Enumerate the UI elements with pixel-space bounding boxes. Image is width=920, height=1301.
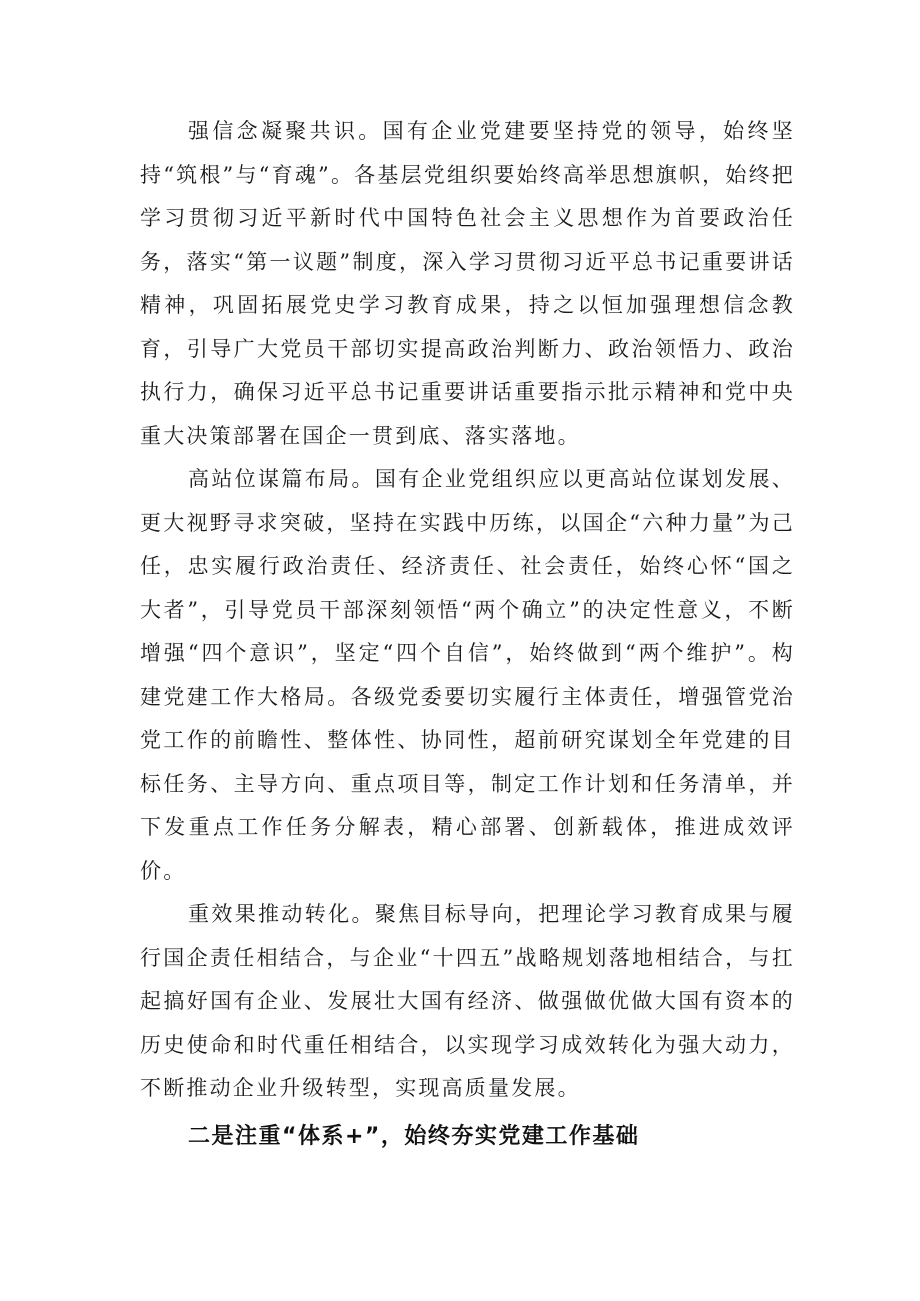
paragraph-effect-transformation: 重效果推动转化。聚焦目标导向，把理论学习教育成果与履行国企责任相结合，与企业“十四五”战略规划落地相结合，与扛起搞好国有企业、发展壮大国有经济、做强做优做大国有资本的历史使命和时代重任相结合，以实现学习成效转化为强大动力，不断推动企业升级转型，实现高质量发展。 — [140, 902, 795, 1100]
paragraph-strengthen-belief: 强信念凝聚共识。国有企业党建要坚持党的领导，始终坚持“筑根”与“育魂”。各基层党组织要始终高举思想旗帜，始终把学习贯彻习近平新时代中国特色社会主义思想作为首要政治任务，落实“第一议题”制度，深入学习贯彻习近平总书记重要讲话精神，巩固拓展党史学习教育成果，持之以恒加强理想信念教育，引导广大党员干部切实提高政治判断力、政治领悟力、政治执行力，确保习近平总书记重要讲话重要指示批示精神和党中央重大决策部署在国企一贯到底、落实落地。 — [140, 119, 795, 448]
paragraph-high-position-planning: 高站位谋篇布局。国有企业党组织应以更高站位谋划发展、更大视野寻求突破，坚持在实践中历练，以国企“六种力量”为己任，忠实履行政治责任、经济责任、社会责任，始终心怀“国之大者”，引导党员干部深刻领悟“两个确立”的决定性意义，不断增强“四个意识”，坚定“四个自信”，始终做到“两个维护”。构建党建工作大格局。各级党委要切实履行主体责任，增强管党治党工作的前瞻性、整体性、协同性，超前研究谋划全年党建的目标任务、主导方向、重点项目等，制定工作计划和任务清单，并下发重点工作任务分解表，精心部署、创新载体，推进成效评价。 — [140, 467, 795, 883]
section-heading: 二是注重“体系+”，始终夯实党建工作基础 — [188, 1123, 640, 1149]
document-body — [140, 110, 795, 1159]
